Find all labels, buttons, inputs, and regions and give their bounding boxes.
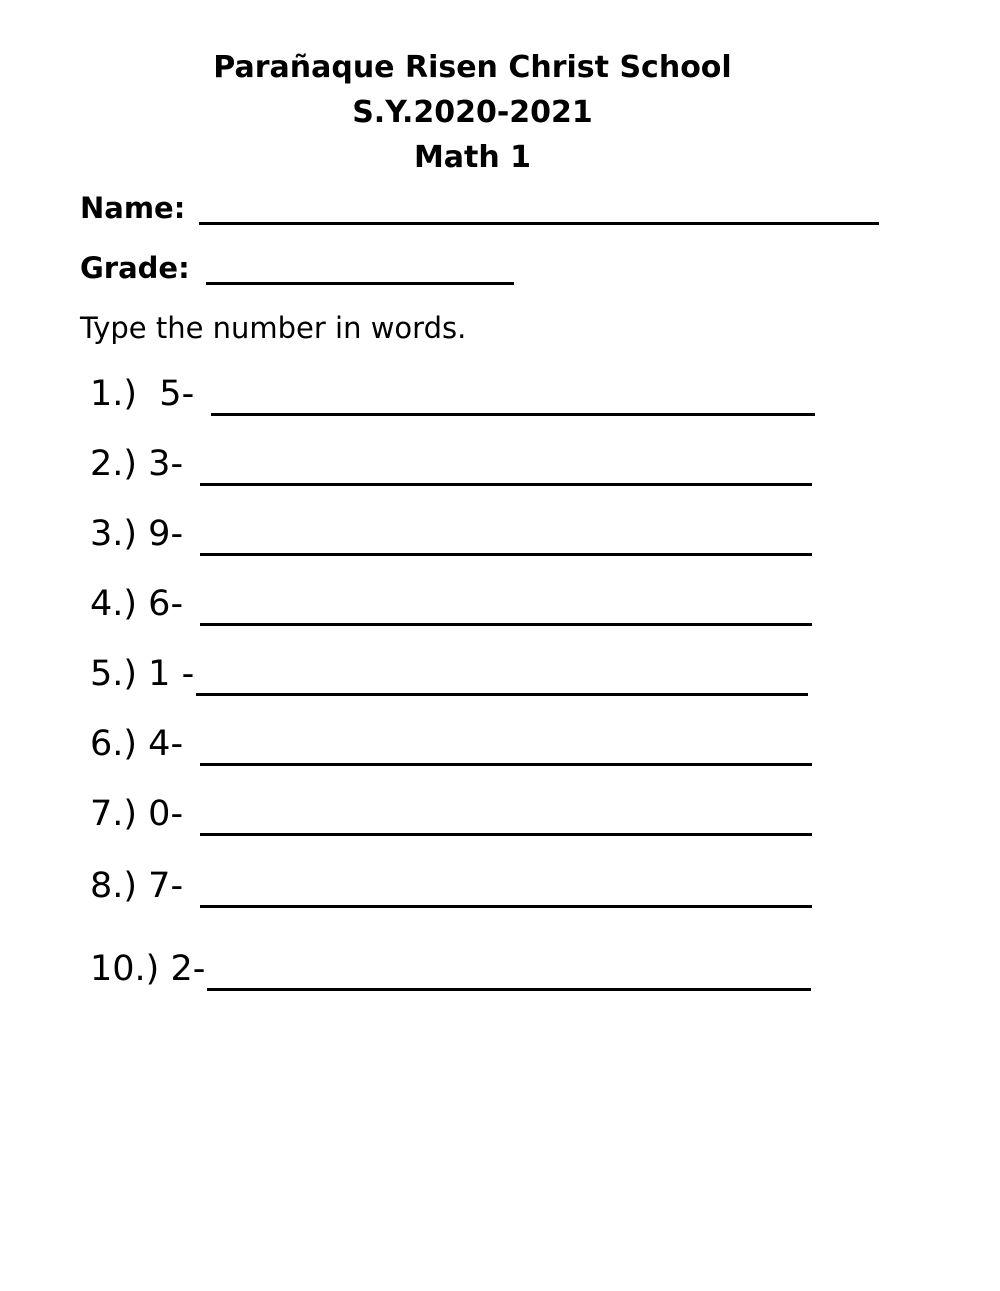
school-name: Parañaque Risen Christ School bbox=[213, 50, 732, 85]
subject-title: Math 1 bbox=[413, 140, 532, 175]
question-label: 7.) 0- bbox=[90, 794, 195, 834]
answer-field[interactable] bbox=[211, 377, 815, 416]
answer-field[interactable] bbox=[200, 587, 812, 626]
question-item bbox=[90, 650, 808, 696]
name-field[interactable] bbox=[199, 192, 879, 225]
question-label: 5.) 1 - bbox=[90, 654, 195, 694]
question-item bbox=[90, 440, 812, 486]
question-label: 3.) 9- bbox=[90, 514, 195, 554]
answer-field[interactable] bbox=[196, 657, 808, 696]
answer-field[interactable] bbox=[200, 447, 812, 486]
answer-field[interactable] bbox=[207, 952, 811, 991]
grade-field[interactable] bbox=[206, 252, 514, 285]
question-label: 4.) 6- bbox=[90, 584, 195, 624]
question-label: 6.) 4- bbox=[90, 724, 195, 764]
answer-field[interactable] bbox=[200, 869, 812, 908]
instruction-text: Type the number in words. bbox=[80, 311, 467, 345]
grade-label: Grade: bbox=[80, 251, 190, 285]
grade-row bbox=[80, 245, 514, 285]
question-item bbox=[90, 790, 812, 836]
question-label: 8.) 7- bbox=[90, 866, 195, 906]
question-label: 2.) 3- bbox=[90, 444, 195, 484]
question-item bbox=[90, 580, 812, 626]
name-row bbox=[80, 185, 879, 225]
answer-field[interactable] bbox=[200, 727, 812, 766]
question-item bbox=[90, 720, 812, 766]
name-label: Name: bbox=[80, 191, 186, 225]
answer-field[interactable] bbox=[200, 797, 812, 836]
question-item bbox=[90, 862, 812, 908]
question-label: 1.) 5- bbox=[90, 374, 206, 414]
question-item bbox=[90, 945, 811, 991]
school-year: S.Y.2020-2021 bbox=[352, 95, 593, 130]
question-item bbox=[90, 510, 812, 556]
answer-field[interactable] bbox=[200, 517, 812, 556]
question-item bbox=[90, 370, 815, 416]
question-label: 10.) 2- bbox=[90, 949, 206, 989]
